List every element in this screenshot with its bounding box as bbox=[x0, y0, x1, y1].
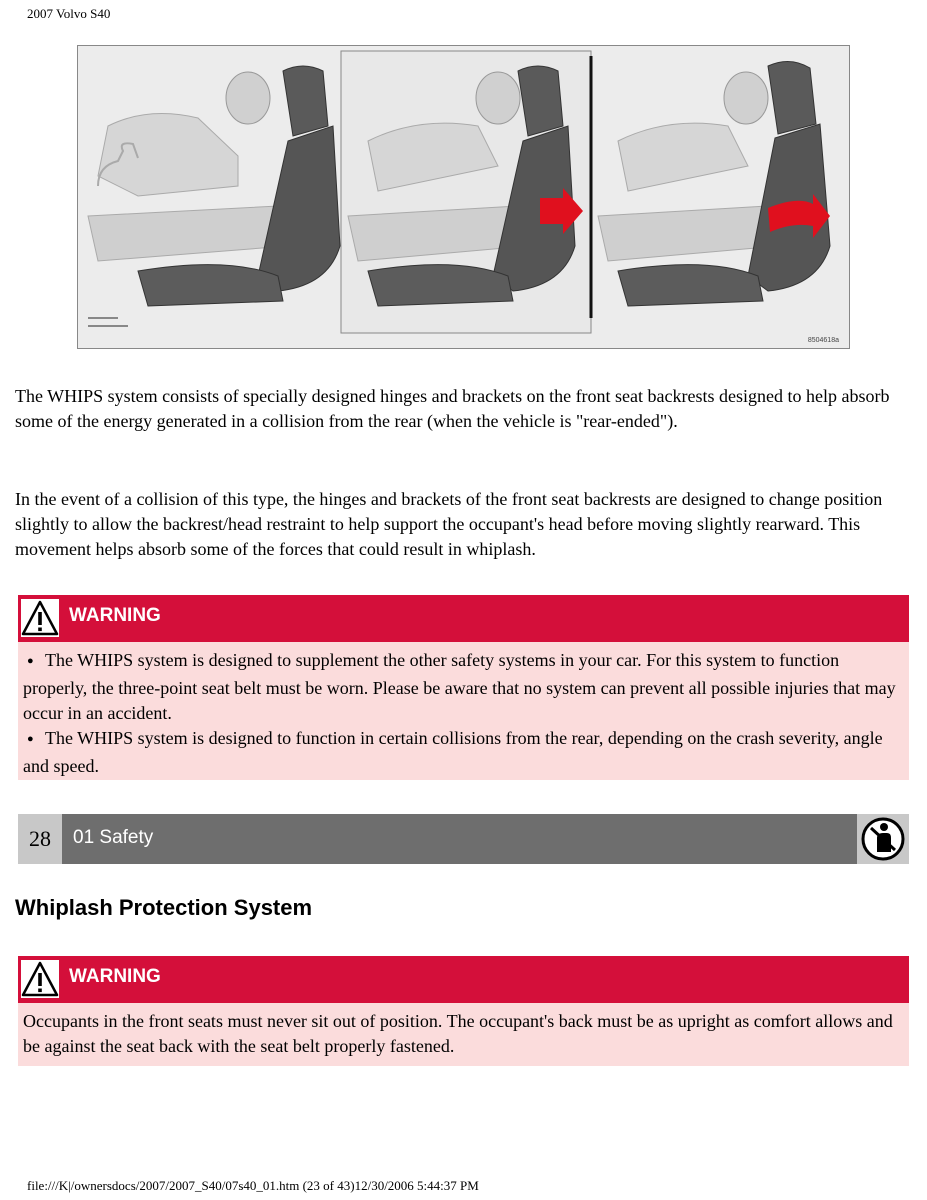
chapter-bar bbox=[18, 814, 909, 864]
warning-triangle-icon bbox=[21, 599, 59, 637]
warning-label: WARNING bbox=[69, 966, 161, 987]
document-header: 2007 Volvo S40 bbox=[27, 6, 111, 21]
warning-item bbox=[23, 648, 903, 726]
panel-normal-seat bbox=[88, 66, 340, 326]
bullet-icon bbox=[23, 648, 45, 676]
warning-label: WARNING bbox=[69, 605, 161, 626]
section-heading: Whiplash Protection System bbox=[15, 895, 313, 920]
seat-illustration-svg bbox=[78, 46, 849, 348]
figure-code: 8504618a bbox=[807, 337, 839, 344]
footer-path: file:///K|/ownersdocs/2007/2007_S40/07s40_01.htm (23 of 43)12/30/2006 5:44:37 PM bbox=[27, 1178, 479, 1193]
panel-collision-rearward bbox=[598, 61, 830, 306]
warning-body-1 bbox=[18, 642, 909, 780]
warning-header-1 bbox=[18, 595, 909, 642]
warning-header-2 bbox=[18, 956, 909, 1003]
seatbelt-icon bbox=[857, 814, 909, 864]
whips-illustration bbox=[77, 45, 850, 349]
chapter-title: 01 Safety bbox=[73, 827, 154, 848]
page-number: 28 bbox=[18, 814, 62, 864]
paragraph-collision-behavior: In the event of a collision of this type, the hinges and brackets of the front seat backrests are designed to change position slightly to allow the backrest/head restraint to help support the occupant's head before moving slightly rearward. This movement helps absorb some of the forces that could result in whiplash. bbox=[15, 489, 883, 559]
bullet-icon bbox=[23, 726, 45, 754]
warning-body-2: Occupants in the front seats must never sit out of position. The occupant's back must be as upright as comfort allows and be against the seat back with the seat belt properly fastened. bbox=[18, 1003, 909, 1066]
warning-item-text: The WHIPS system is designed to supplement the other safety systems in your car. For this system to function properly, the three-point seat belt must be worn. Please be aware that no system can prevent all possible injuries that may occur in an accident. bbox=[23, 650, 896, 723]
paragraph-whips-description: The WHIPS system consists of specially designed hinges and brackets on the front seat backrests designed to help absorb some of the energy generated in a collision from the rear (when the vehicle is "rear-ended"). bbox=[15, 386, 890, 431]
warning-triangle-icon bbox=[21, 960, 59, 998]
warning-item bbox=[23, 726, 903, 779]
panel-collision-start bbox=[341, 51, 591, 333]
warning-item-text: The WHIPS system is designed to function in certain collisions from the rear, depending on the crash severity, angle and speed. bbox=[23, 728, 883, 776]
